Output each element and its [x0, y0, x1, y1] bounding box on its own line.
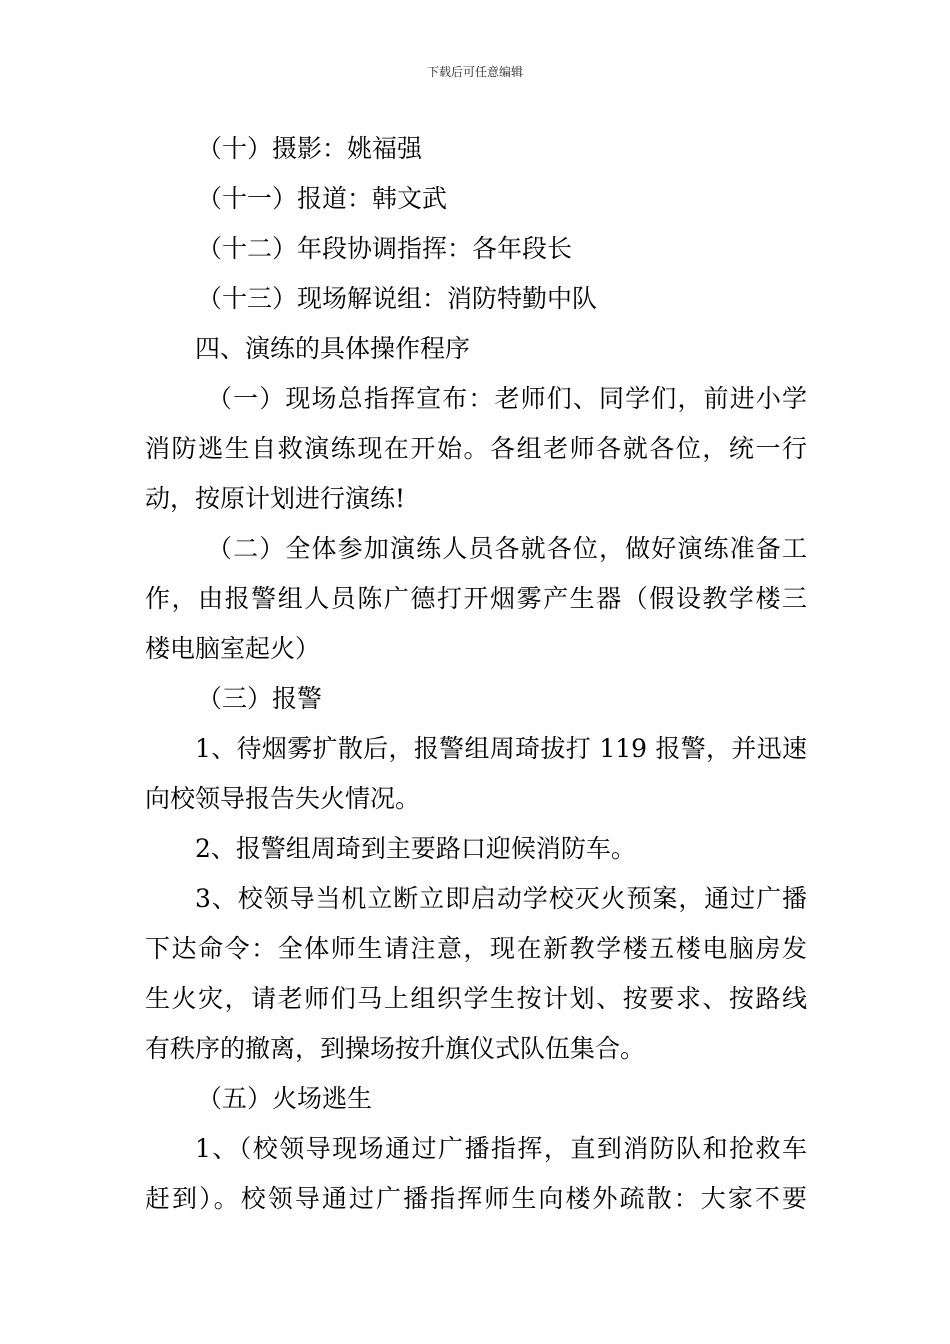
paragraph-line: 1、（校领导现场通过广播指挥，直到消防队和抢救车	[195, 1134, 807, 1163]
paragraph-line: （十三）现场解说组：消防特勤中队	[197, 284, 598, 313]
paragraph-line: 1、待烟雾扩散后，报警组周琦拔打 119 报警，并迅速	[195, 734, 807, 763]
paragraph-line: 消防逃生自救演练现在开始。各组老师各就各位，统一行	[145, 434, 807, 463]
paragraph-line: （十一）报道：韩文武	[197, 184, 448, 213]
paragraph-line: （一）现场总指挥宣布：老师们、同学们，前进小学	[207, 384, 807, 413]
section-heading: 四、演练的具体操作程序	[195, 334, 471, 363]
paragraph-line: （二）全体参加演练人员各就各位，做好演练准备工	[207, 534, 807, 563]
paragraph-line: 生火灾，请老师们马上组织学生按计划、按要求、按路线	[145, 984, 807, 1013]
paragraph-line: 向校领导报告失火情况。	[145, 784, 421, 813]
paragraph-line: 有秩序的撤离，到操场按升旗仪式队伍集合。	[145, 1034, 646, 1063]
paragraph-line: 下达命令：全体师生请注意，现在新教学楼五楼电脑房发	[145, 934, 807, 963]
paragraph-line: （五）火场逃生	[197, 1084, 373, 1113]
document-body	[145, 124, 807, 1224]
paragraph-line: 作，由报警组人员陈广德打开烟雾产生器（假设教学楼三	[145, 584, 807, 613]
page-header: 下载后可任意编辑	[426, 65, 523, 79]
paragraph-line: （十二）年段协调指挥：各年段长	[197, 234, 573, 263]
paragraph-line: 动，按原计划进行演练!	[145, 484, 406, 513]
paragraph-line: 赶到）。校领导通过广播指挥师生向楼外疏散：大家不要	[145, 1184, 807, 1213]
paragraph-line: 楼电脑室起火）	[145, 634, 321, 663]
paragraph-line: 2、报警组周琦到主要路口迎候消防车。	[195, 834, 636, 863]
paragraph-line: 3、校领导当机立断立即启动学校灭火预案，通过广播	[195, 884, 807, 913]
paragraph-line: （十）摄影：姚福强	[197, 134, 423, 163]
paragraph-line: （三）报警	[197, 684, 323, 713]
